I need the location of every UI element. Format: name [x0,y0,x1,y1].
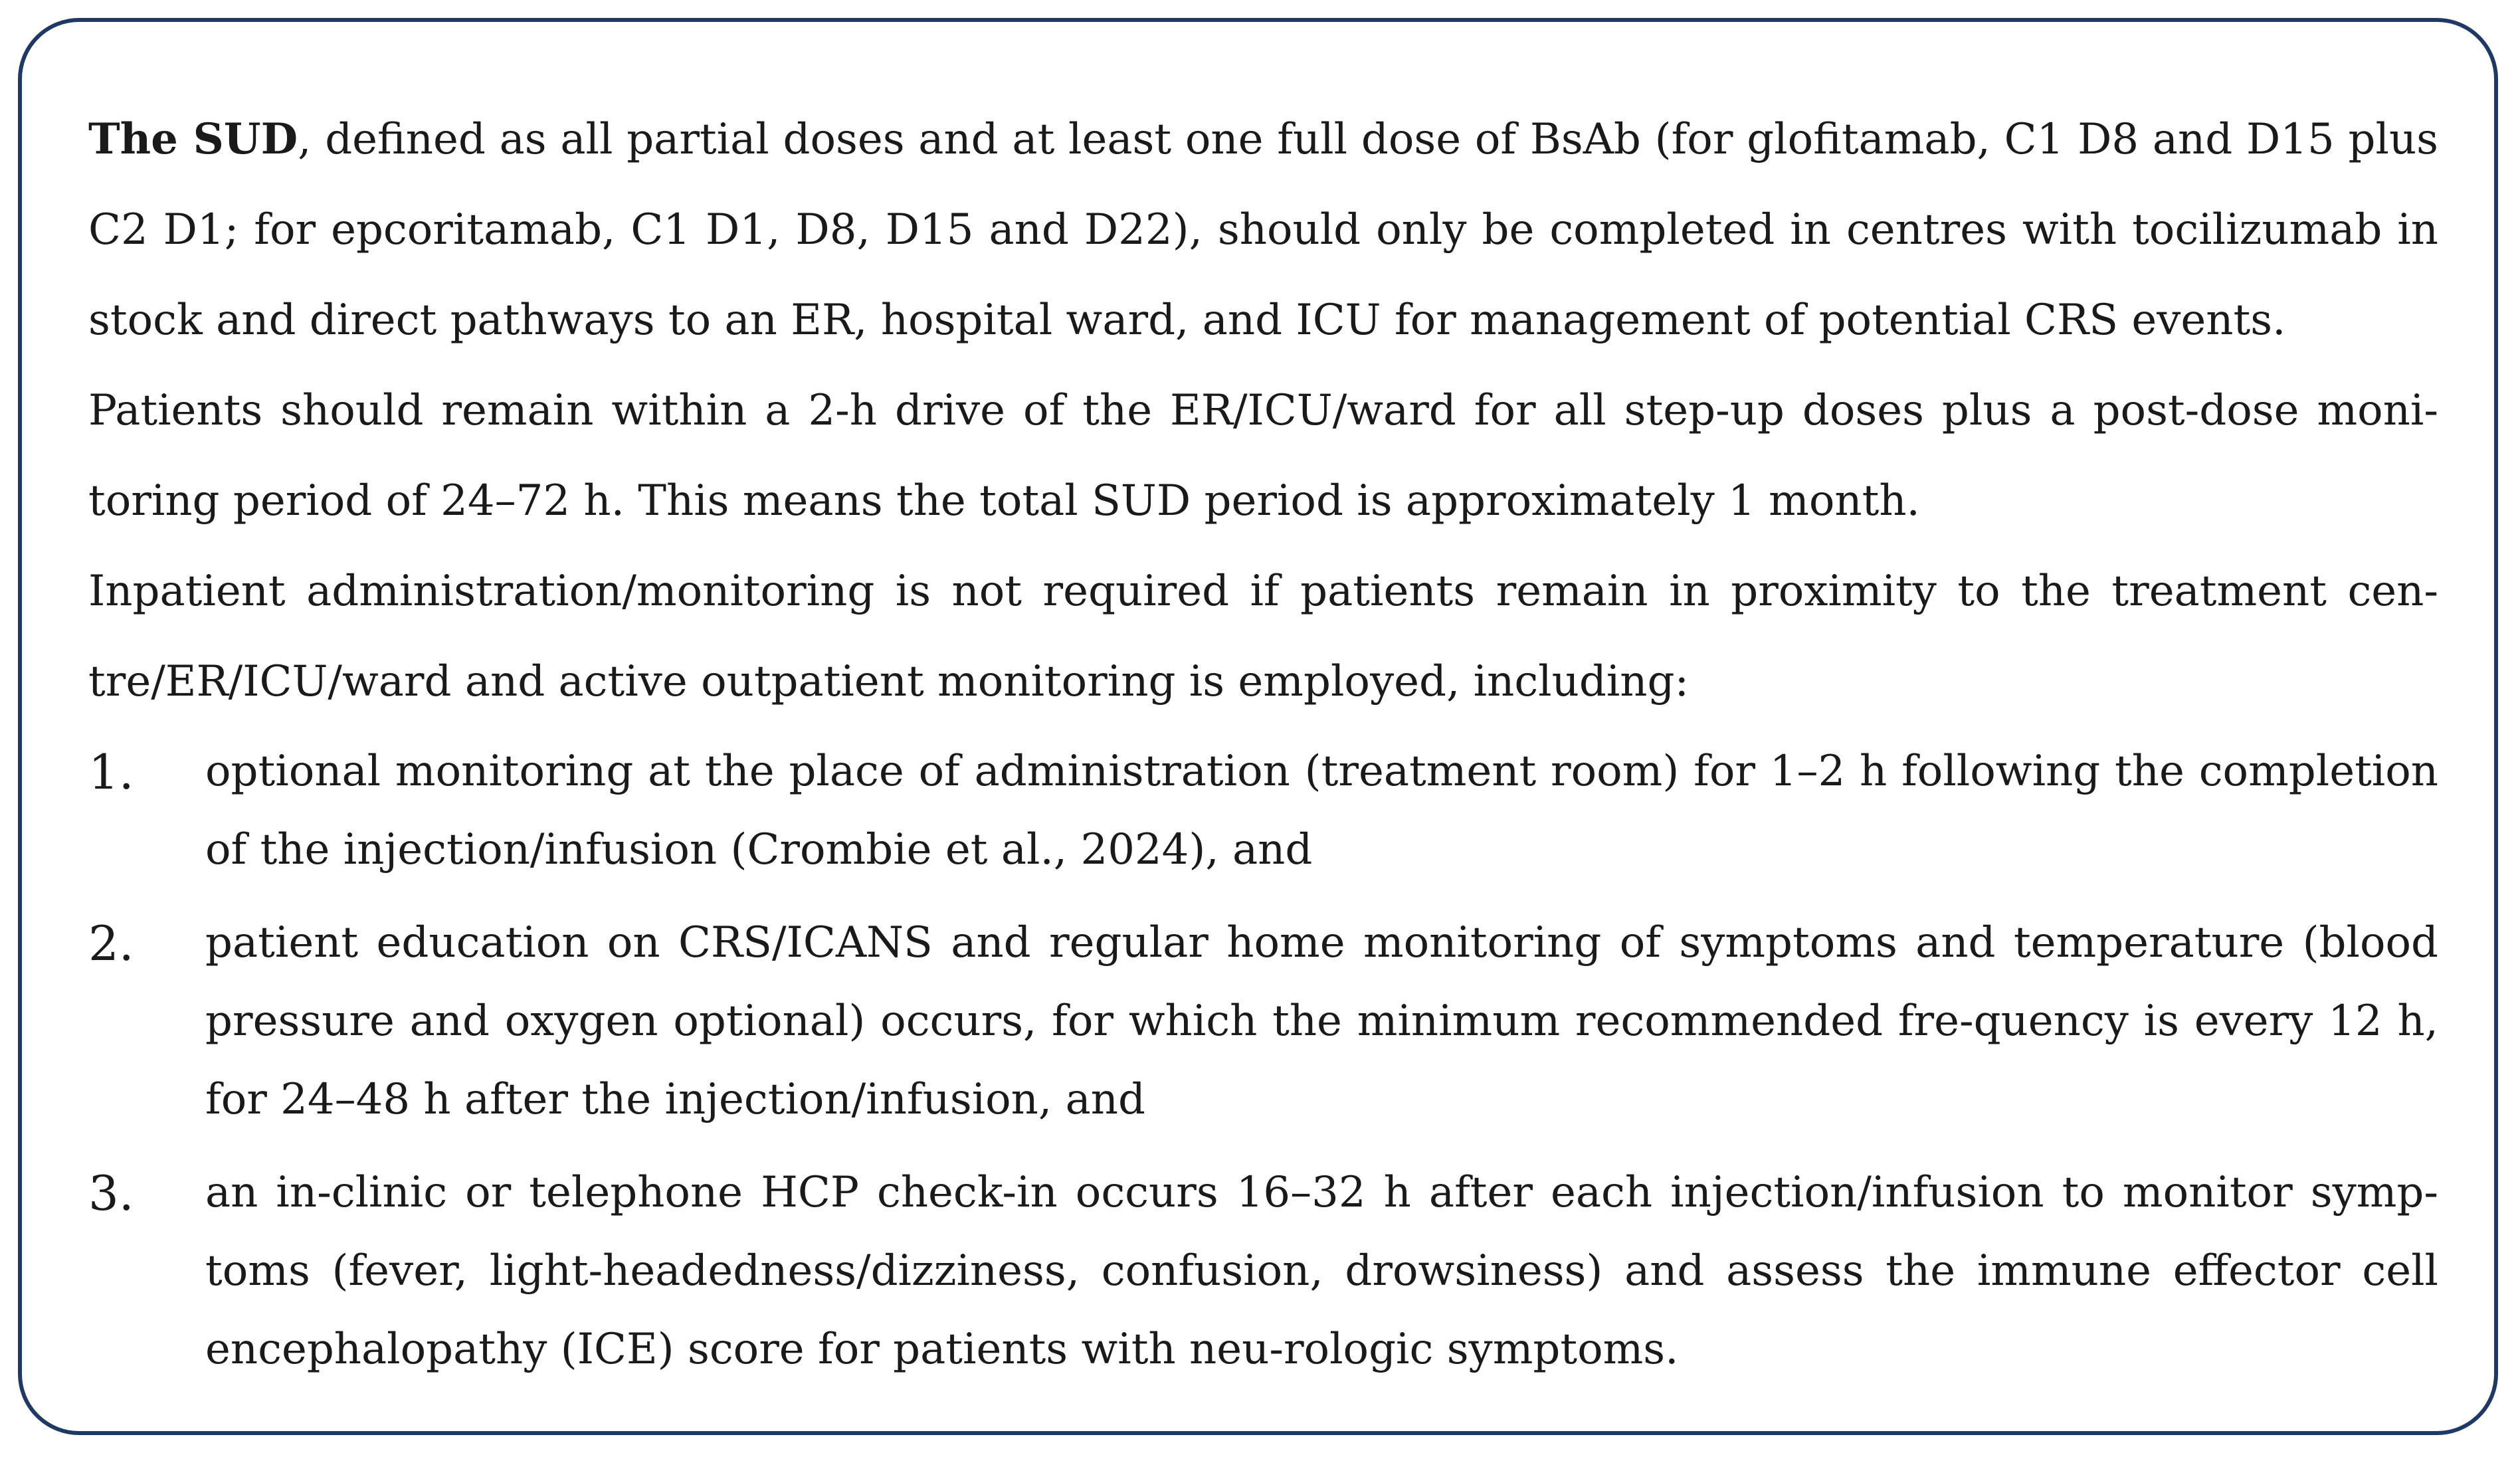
paragraph-outpatient [88,546,2438,727]
paragraph-text: , defined as all partial doses and at least one full dose of BsAb (for glofitamab, C1 D8 and D15 plus C2 D1; for epcoritamab, C1 D1, D8, D15 and D22), should only be completed in centres with tocilizumab in stock and direct pathways to an ER, hospital ward, and ICU for management of potential CRS events. [88,115,2439,345]
list-item [88,898,2438,1144]
paragraph-lead: The SUD [88,114,298,164]
list-item-number: 1. [88,744,134,800]
list-item [88,727,2438,894]
list-item [88,1148,2438,1394]
list-item-text: patient education on CRS/ICANS and regular home monitoring of symptoms and temperature (blood pressure and oxygen optional) occurs, for which the minimum recommended fre-quency is every 12 h, for 24–48 h after the injection/infusion, and [205,918,2438,1124]
text-box-content [88,94,2438,1394]
monitoring-list [88,727,2438,1394]
list-item-text: optional monitoring at the place of administration (treatment room) for 1–2 h following the completion of the injection/infusion (Crombie et al., 2024), and [205,747,2438,874]
paragraph-sud-definition [88,94,2438,365]
list-item-number: 3. [88,1165,134,1221]
paragraph-text: Inpatient administration/monitoring is not required if patients remain in proximity to the treatment centre/ER/ICU/ward and active outpatient monitoring is employed, including: [88,567,2438,706]
list-item-text: an in-clinic or telephone HCP check-in occurs 16–32 h after each injection/infusion to monitor symptoms (fever, light-headedness/dizziness, confusion, drowsiness) and assess the immune effector cell encephalopathy (ICE) score for patients with neu-rologic symptoms. [205,1168,2438,1374]
paragraph-proximity [88,365,2438,546]
list-item-number: 2. [88,916,134,971]
paragraph-text: Patients should remain within a 2-h drive of the ER/ICU/ward for all step-up doses plus a post-dose monitoring period of 24–72 h. This means the total SUD period is approximately 1 month. [88,386,2438,526]
